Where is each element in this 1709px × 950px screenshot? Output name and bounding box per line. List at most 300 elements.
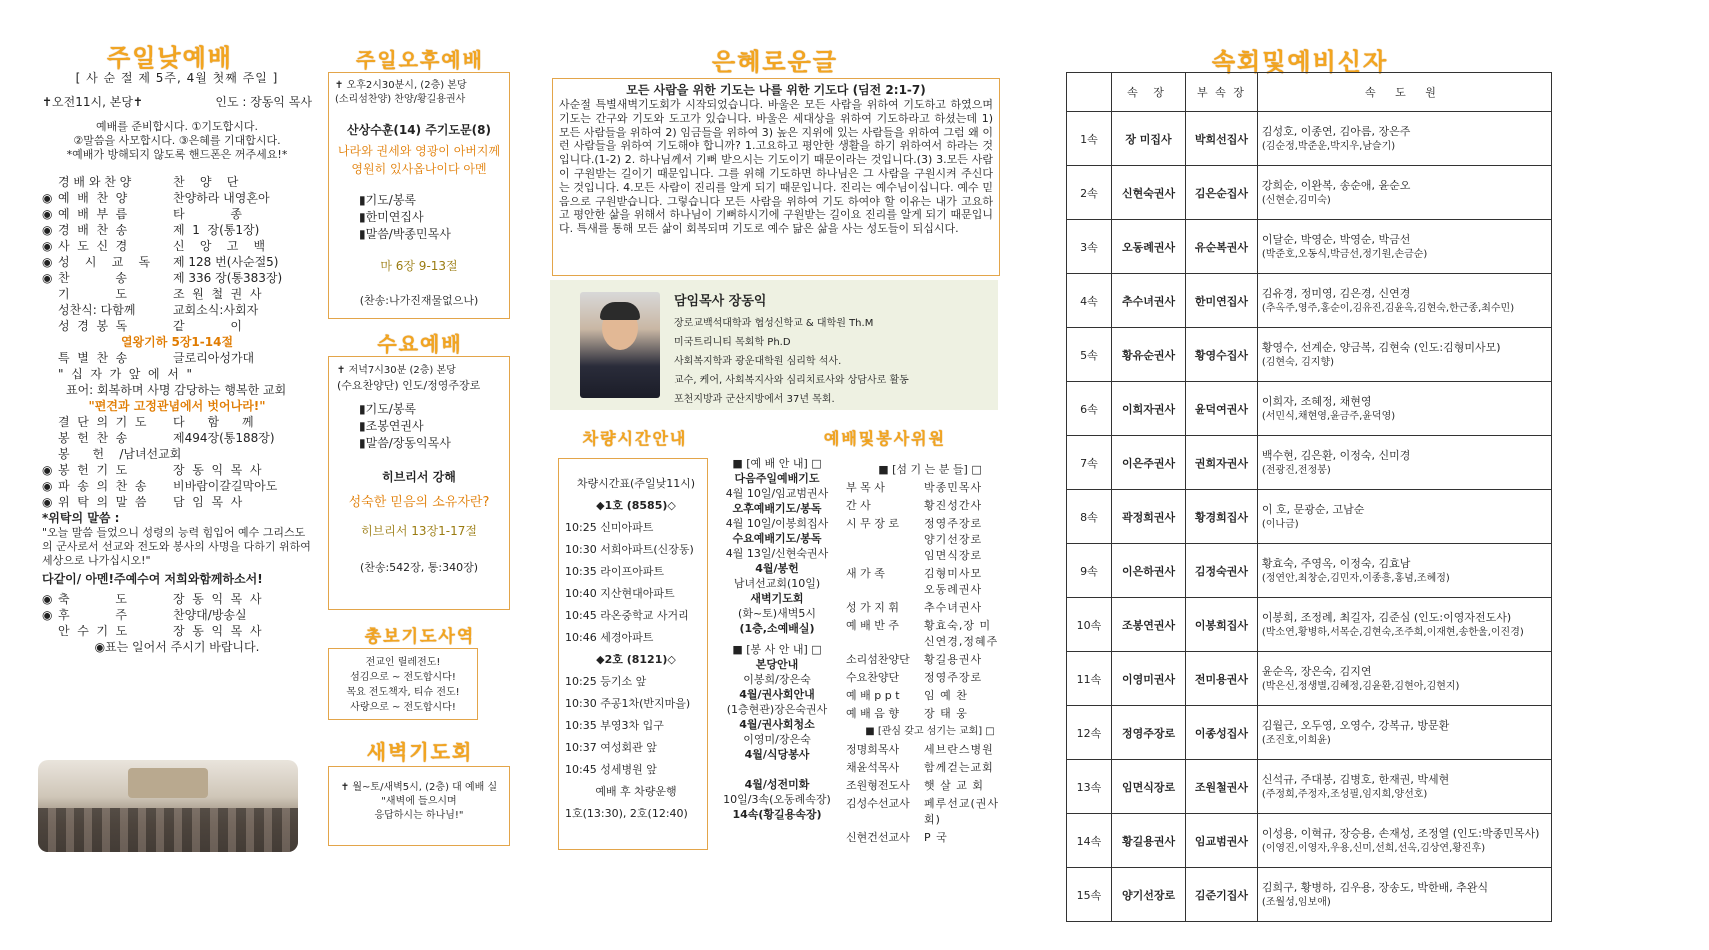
order-item: 결 단 의 기 도 — [58, 415, 147, 429]
staff-name: 추수녀권사 — [924, 601, 983, 614]
bus-stop: 10:45 라온중학교 사거리 — [565, 609, 689, 622]
order-item: 안 수 기 도 — [58, 624, 128, 638]
pastor-bio-2: 미국트리니티 목회학 Ph.D — [674, 337, 791, 348]
info-line: 이영미/장은숙 — [743, 733, 811, 746]
group-subleader: 박희선집사 — [1186, 112, 1258, 166]
group-number: 6속 — [1067, 382, 1112, 436]
group-members-sub: (주정희,주정자,조성필,임지희,양선호) — [1261, 788, 1428, 800]
stand-mark: ◉ — [42, 255, 53, 269]
wednesday-line-2: (수요찬양단) 인도/정영주장로 — [337, 379, 481, 392]
order-row — [42, 494, 312, 510]
bus-stop: 10:46 세경아파트 — [565, 631, 654, 644]
info-line: 남녀선교회(10일) — [733, 577, 821, 590]
bus-2-label: ◆2호 (8121)◇ — [596, 653, 676, 666]
group-members — [1257, 544, 1551, 598]
grace-heading: 모든 사람을 위한 기도는 나를 위한 기도다 (딤전 2:1-7) — [626, 83, 926, 97]
order-item: 파 송 의 찬 송 — [58, 479, 147, 493]
staff-row — [846, 670, 1014, 686]
info-line: 다음주일예배기도 — [734, 472, 820, 485]
group-row — [1067, 220, 1552, 274]
order-row — [42, 206, 312, 222]
group-leader: 황길용권사 — [1111, 814, 1185, 868]
order-row — [42, 190, 312, 206]
order-detail: 교회소식:사회자 — [173, 303, 259, 317]
group-members-main: 이성용, 이혁규, 장승용, 손재성, 조정열 (인도:박종민목사) — [1261, 826, 1540, 840]
order-row — [42, 222, 312, 238]
congregation-photo — [38, 760, 298, 852]
info-line: 4월 13일/신현숙권사 — [725, 547, 829, 560]
staff-row — [846, 652, 1014, 668]
info-line — [712, 762, 842, 777]
group-members — [1257, 436, 1551, 490]
worship-info-head: ■ [예 배 안 내] □ — [732, 457, 822, 470]
stand-mark: ◉ — [42, 239, 53, 253]
afternoon-item-1: ▮기도/봉록 — [359, 193, 417, 207]
staff-name: 장 태 웅 — [924, 707, 968, 720]
order-row — [42, 270, 312, 286]
staff-role: 신현건선교사 — [846, 831, 910, 844]
staff-name: 김형미사모 오동례권사 — [924, 567, 983, 596]
pastor-bio-1: 장로교백석대학과 협성신학교 & 대학원 Th.M — [674, 318, 874, 329]
info-line: 새벽기도회 — [750, 592, 804, 605]
group-members — [1257, 760, 1551, 814]
group-members — [1257, 868, 1551, 922]
grace-title: 은혜로운글 — [712, 48, 838, 76]
group-members-sub: (이영진,이영자,우용,신미,선희,선옥,김상연,황진후) — [1261, 842, 1486, 854]
sunday-notice-1: 예배를 준비합시다. ①기도합시다. — [96, 120, 258, 133]
group-members-main: 이희자, 조혜정, 채현영 — [1261, 394, 1372, 408]
staff-row — [846, 688, 1014, 704]
order-item: 사 도 신 경 — [58, 239, 128, 253]
staff-row — [846, 600, 1014, 616]
stand-mark: ◉ — [42, 463, 53, 477]
order-detail — [173, 446, 312, 462]
staff-role: 정명희목사 — [846, 743, 900, 756]
group-row — [1067, 814, 1552, 868]
sunday-notice-3: *예배가 방해되지 않도록 핸드폰은 꺼주세요!* — [66, 148, 288, 161]
group-members-sub: (신현순,김미숙) — [1261, 194, 1331, 206]
group-row — [1067, 760, 1552, 814]
bus-stop: 10:40 지산현대아파트 — [565, 587, 675, 600]
group-leader: 이희자권사 — [1111, 382, 1185, 436]
service-info-list — [712, 657, 842, 822]
group-subleader: 조원철권사 — [1186, 760, 1258, 814]
group-members-main: 김성호, 이종연, 김아름, 장은주 — [1261, 124, 1411, 138]
group-members — [1257, 328, 1551, 382]
group-number: 4속 — [1067, 274, 1112, 328]
bus-stop: 10:30 서희아파트(신장동) — [565, 543, 694, 556]
order-detail: 장 동 익 목 사 — [173, 624, 262, 638]
order-item: 특 별 찬 송 — [58, 351, 128, 365]
group-leader: 오동례권사 — [1111, 220, 1185, 274]
staff-name: 햇 살 교 회 — [924, 779, 984, 792]
group-members — [1257, 490, 1551, 544]
bus-after: 예배 후 차량운행 — [595, 785, 677, 798]
order-item: 후 주 — [58, 608, 127, 622]
wednesday-item-3: ▮말씀/장동익목사 — [359, 436, 451, 450]
group-members-main: 윤순옥, 장은숙, 김지연 — [1261, 664, 1372, 678]
group-members — [1257, 706, 1551, 760]
staff-role: 예 배 음 향 — [846, 707, 899, 720]
wednesday-hymn: (찬송:542장, 통:340장) — [359, 561, 479, 574]
afternoon-box — [328, 72, 510, 319]
group-number: 12속 — [1067, 706, 1112, 760]
grace-box — [552, 78, 1000, 276]
order-row — [42, 350, 312, 366]
order-item: 예 배 부 름 — [58, 207, 128, 221]
wednesday-scripture: 히브리서 13장1-17절 — [361, 524, 477, 538]
order-item: 성찬식: 다함께 — [58, 303, 136, 317]
group-number: 9속 — [1067, 544, 1112, 598]
order-item: 위 탁 의 말 씀 — [58, 495, 147, 509]
group-members-sub: (전광진,전정봉) — [1261, 464, 1331, 476]
group-subleader: 한미연집사 — [1186, 274, 1258, 328]
staff-name: 정영주장로 — [924, 671, 983, 684]
group-members — [1257, 274, 1551, 328]
staff-list — [846, 480, 1014, 722]
dawn-line-1: ✝ 월~토/새벽5시, (2층) 대 예배 실 — [340, 782, 498, 793]
sunday-leader: 인도 : 장동익 목사 — [215, 95, 312, 109]
pastor-bio-3: 사회복지학과 광운대학원 심리학 석사. — [674, 356, 842, 367]
staff-head: ■ [섬 기 는 분 들] □ — [878, 463, 982, 476]
mission-list — [846, 742, 1014, 846]
staff-role: 조원형전도사 — [846, 779, 910, 792]
group-subleader: 김준기집사 — [1186, 868, 1258, 922]
bus-after-2: 1호(13:30), 2호(12:40) — [565, 807, 688, 820]
group-members-sub: (서민식,채현영,윤금주,윤덕영) — [1261, 410, 1396, 422]
group-members-sub: (추옥주,영주,홍순이,김유진,김윤옥,김현숙,한근종,최수민) — [1261, 302, 1515, 314]
order-detail: 제 1 장(통1장) — [173, 223, 260, 237]
order-item: 찬 송 — [58, 271, 127, 285]
group-row — [1067, 436, 1552, 490]
bus-2-times — [565, 671, 707, 781]
worship-info-list — [712, 471, 842, 636]
sunday-time: ✝오전11시, 본당✝ — [42, 95, 143, 109]
staff-role: 부 목 사 — [846, 481, 885, 494]
groups-header-leader: 속 장 — [1111, 73, 1185, 112]
staff-row — [846, 516, 1014, 564]
order-detail: 담 임 목 사 — [173, 495, 243, 509]
group-members — [1257, 652, 1551, 706]
staff-name: 세브란스병원 — [924, 743, 994, 756]
afternoon-title: 주일오후예배 — [356, 48, 484, 72]
wednesday-item-2: ▮조봉연권사 — [359, 419, 424, 433]
evangelism-title: 총보기도사역 — [364, 627, 476, 647]
order-detail: 찬양대/방송실 — [173, 608, 247, 622]
group-leader: 이은하권사 — [1111, 544, 1185, 598]
group-members-main: 신석규, 주대봉, 김병호, 한재권, 박세현 — [1261, 772, 1450, 786]
info-line: 4월/권사회청소 — [739, 718, 815, 731]
staff-row — [846, 742, 1014, 758]
order-item: 예 배 찬 양 — [58, 191, 128, 205]
dawn-title: 새벽기도회 — [366, 740, 474, 764]
group-leader: 신현숙권사 — [1111, 166, 1185, 220]
stand-mark — [42, 302, 58, 318]
group-members-main: 이달순, 박영순, 박영순, 박금선 — [1261, 232, 1411, 246]
group-leader: 이은주권사 — [1111, 436, 1185, 490]
stand-mark — [42, 446, 58, 462]
order-detail: 글로리아성가대 — [173, 351, 255, 365]
group-number: 13속 — [1067, 760, 1112, 814]
order-row — [42, 318, 312, 334]
group-members-sub: (박준호,오동식,박금선,정기원,손금순) — [1261, 248, 1428, 260]
wednesday-item-1: ▮기도/봉록 — [359, 402, 417, 416]
wednesday-box — [328, 356, 510, 610]
order-row — [42, 623, 312, 639]
staff-name: 페루선교(권사회) — [924, 797, 1000, 826]
order-detail: 신 앙 고 백 — [173, 239, 266, 253]
staff-name: 정영주장로 양기선장로 임면식장로 — [924, 517, 983, 562]
order-detail: 장 동 익 목 사 — [173, 463, 262, 477]
group-number: 5속 — [1067, 328, 1112, 382]
group-subleader: 김정숙권사 — [1186, 544, 1258, 598]
worship-order-2 — [42, 350, 312, 382]
bus-1-label: ◆1호 (8585)◇ — [596, 499, 676, 512]
group-number: 11속 — [1067, 652, 1112, 706]
bus-stop: 10:45 성세병원 앞 — [565, 763, 657, 776]
bus-1-times — [565, 517, 707, 649]
order-detail: 찬 양 단 — [173, 175, 239, 189]
pastor-box — [550, 280, 998, 410]
order-item: " 십 자 가 앞 에 서 " — [58, 367, 192, 381]
info-line: 수요예배기도/봉독 — [732, 532, 822, 545]
group-leader: 곽정희권사 — [1111, 490, 1185, 544]
group-subleader: 이봉희집사 — [1186, 598, 1258, 652]
order-detail: 비바람이갈길막아도 — [173, 479, 278, 493]
afternoon-item-2: ▮한미연집사 — [359, 210, 424, 224]
worship-order-4 — [42, 591, 312, 639]
group-subleader: 황영수집사 — [1186, 328, 1258, 382]
group-row — [1067, 544, 1552, 598]
bus-box — [558, 458, 708, 850]
group-leader: 추수녀권사 — [1111, 274, 1185, 328]
afternoon-verse: 나라와 권세와 영광이 아버지께 영원히 있사옵나이다 아멘 — [337, 144, 501, 176]
staff-role: 소리섬찬양단 — [846, 653, 910, 666]
order-detail: 제494장(통188장) — [173, 431, 275, 445]
evangelism-line-1: 전교인 릴레전도! — [365, 657, 441, 668]
dawn-line-3: 응답하시는 하나님!" — [374, 810, 464, 821]
group-subleader: 권희자권사 — [1186, 436, 1258, 490]
staff-row — [846, 480, 1014, 496]
staff-role: 수요찬양단 — [846, 671, 900, 684]
group-leader: 황유순권사 — [1111, 328, 1185, 382]
order-detail: 제 128 번(사순절5) — [173, 255, 279, 269]
staff-name: 황진성간사 — [924, 499, 983, 512]
group-members-sub: (조월성,임보애) — [1261, 896, 1331, 908]
order-row — [42, 174, 312, 190]
order-detail: 조 원 철 권 사 — [173, 287, 262, 301]
order-detail: 같 이 — [173, 319, 242, 333]
staff-row — [846, 706, 1014, 722]
pastor-name: 담임목사 장동익 — [674, 294, 767, 309]
group-members-main: 김월근, 오두영, 오영수, 강복규, 방문환 — [1261, 718, 1450, 732]
commission-label: *위탁의 말씀 : — [42, 511, 120, 525]
group-members-main: 백수현, 김은환, 이정숙, 신미경 — [1261, 448, 1411, 462]
pastor-photo — [580, 292, 660, 398]
order-row — [42, 414, 312, 430]
sunday-title: 주일낮예배 — [107, 44, 233, 72]
info-line: 14속(황길용속장) — [732, 808, 822, 821]
group-members-sub: (이나금) — [1261, 518, 1299, 530]
bus-header: 차량시간표(주일낮11시) — [576, 477, 696, 490]
group-row — [1067, 274, 1552, 328]
staff-name: 황효숙,장 미 신연경,정혜주 — [924, 619, 999, 648]
stand-mark: ◉ — [42, 608, 53, 622]
evangelism-line-2: 섬김으로 ~ 전도합시다! — [350, 672, 456, 683]
stand-mark — [42, 366, 58, 382]
stand-mark: ◉ — [42, 207, 53, 221]
stand-mark — [42, 286, 58, 302]
staff-row — [846, 618, 1014, 650]
bus-title: 차량시간안내 — [582, 429, 688, 448]
order-row — [42, 238, 312, 254]
info-line: (1층현관)장은숙권사 — [726, 703, 828, 716]
group-members — [1257, 112, 1551, 166]
staff-column — [846, 462, 1014, 848]
group-members — [1257, 598, 1551, 652]
commission-text: "오늘 말씀 들었으니 성령의 능력 힘입어 예수 그리스도의 군사로서 선교와 전도와 봉사의 사명을 다하기 위하여 세상으로 나가십시오!" — [42, 526, 311, 567]
group-members — [1257, 382, 1551, 436]
group-leader: 정영주장로 — [1111, 706, 1185, 760]
worship-order — [42, 174, 312, 334]
group-row — [1067, 382, 1552, 436]
grace-body: 사순절 특별새벽기도회가 시작되었습니다. 바울은 모든 사람을 위하여 기도하고 하였으며 기도는 간구와 기도와 도고가 있습니다. 바울은 세대상을 위하여 기도하라고 하셨는데 1) 모든 사람들을 위하여 2) 임금들을 위하여 3) 높은 지위에 있는 사람들을 위하여 그럼 왜 이런 사람들을 위하여 기도해야 합니까? 1.고요하고 평안한 생활을 하기 위하여서 하라는 것입니다.(1-2) 2. 하나님께서 기뻐 받으시는 기도이기 때문이라는 것입니다.(3) 3.모든 사람이 구원받는 길이기 때문입니다. 그를 위해 기도하면 하나님은 그 사람을 구원시켜 주신다는 것입니다. 4.모든 사람이 진리를 알게 되기 때문입니다. 진리는 예수님이십니다. 예수 믿음으로 구원받습니다. 그렇습니다 모든 사람을 위하여 기도 하여야 할 이유는 내가 고요하고 평안한 삶을 위해서 하나님이 기뻐하시기에 구원받는 길이요 진리를 알게 되기 때문입니다. 특새를 통해 모든 삶이 회복되며 기도로 예수 닮은 삶을 사는 성도들이 되십시다. — [559, 98, 993, 236]
group-leader: 임면식장로 — [1111, 760, 1185, 814]
sunday-scripture: 열왕기하 5장1-14절 — [120, 335, 234, 349]
order-row — [42, 366, 312, 382]
afternoon-line-2: (소리섬찬양) 찬양/황길용권사 — [335, 94, 466, 105]
group-number: 14속 — [1067, 814, 1112, 868]
staff-role: 새 가 족 — [846, 567, 885, 580]
staff-row — [846, 796, 1014, 828]
group-number: 3속 — [1067, 220, 1112, 274]
order-row — [42, 478, 312, 494]
group-leader: 양기선장로 — [1111, 868, 1185, 922]
info-line: 4월/권사회안내 — [739, 688, 815, 701]
group-members-main: 김희구, 황병하, 김우용, 장송도, 박한배, 추완식 — [1261, 880, 1489, 894]
group-row — [1067, 490, 1552, 544]
info-line: (1층,소예배실) — [739, 622, 815, 635]
group-number: 7속 — [1067, 436, 1112, 490]
stand-mark — [42, 414, 58, 430]
service-info-head: ■ [봉 사 안 내] □ — [732, 643, 822, 656]
group-subleader: 김은순집사 — [1186, 166, 1258, 220]
service-info-title: 예배및봉사위원 — [823, 429, 947, 448]
info-line: (화~토)새벽5시 — [738, 607, 816, 620]
bus-stop: 10:37 여성회관 앞 — [565, 741, 657, 754]
order-row — [42, 607, 312, 623]
sunday-notice-2: ②말씀을 사모합시다. ③은혜를 기대합시다. — [73, 134, 281, 147]
stand-mark — [42, 623, 58, 639]
group-members-main: 황영수, 선계순, 양금복, 김현숙 (인도:김형미사모) — [1261, 340, 1501, 354]
group-number: 2속 — [1067, 166, 1112, 220]
group-row — [1067, 868, 1552, 922]
info-line: 본당안내 — [755, 658, 799, 671]
info-line: 4월 10일/이봉희집사 — [725, 517, 829, 530]
stand-mark — [42, 318, 58, 334]
evangelism-line-4: 사랑으로 ~ 전도합시다! — [350, 702, 456, 713]
staff-row — [846, 778, 1014, 794]
bus-stop: 10:35 부영3차 입구 — [565, 719, 664, 732]
order-detail: 제 336 장(통383장) — [173, 271, 283, 285]
staff-name: 임 예 찬 — [924, 689, 968, 702]
staff-row — [846, 830, 1014, 846]
staff-name: P 국 — [924, 831, 948, 844]
group-members-main: 김유경, 정미영, 김은경, 신연경 — [1261, 286, 1411, 300]
order-detail: 찬양하라 내영혼아 — [173, 191, 270, 205]
staff-name: 박종민목사 — [924, 481, 983, 494]
group-members-sub: (김순정,박준운,박지우,남슬기) — [1261, 140, 1396, 152]
order-row — [42, 430, 312, 446]
staff-row — [846, 498, 1014, 514]
groups-table — [1066, 72, 1552, 922]
groups-header-subleader: 부 속 장 — [1186, 73, 1258, 112]
wednesday-series: 히브리서 강해 — [382, 470, 456, 484]
sermon-motto: 표어: 회복하며 사명 감당하는 행복한 교회 — [66, 383, 287, 397]
info-line: 4월 10일/임교범권사 — [725, 487, 829, 500]
order-item: 경 배 찬 송 — [58, 223, 128, 237]
stand-mark: ◉ — [42, 495, 53, 509]
staff-role: 예 배 반 주 — [846, 619, 899, 632]
group-members — [1257, 220, 1551, 274]
group-subleader: 황경희집사 — [1186, 490, 1258, 544]
group-number: 15속 — [1067, 868, 1112, 922]
group-subleader: 전미용권사 — [1186, 652, 1258, 706]
staff-name: 함께걷는교회 — [924, 761, 994, 774]
order-row — [42, 254, 312, 270]
order-row — [42, 591, 312, 607]
staff-role: 간 사 — [846, 499, 871, 512]
group-number: 1속 — [1067, 112, 1112, 166]
group-members — [1257, 166, 1551, 220]
stand-mark: ◉ — [42, 479, 53, 493]
group-number: 10속 — [1067, 598, 1112, 652]
stand-mark — [42, 430, 58, 446]
group-row — [1067, 328, 1552, 382]
wednesday-subject: 성숙한 믿음의 소유자란? — [348, 495, 490, 510]
afternoon-scripture: 마 6장 9-13절 — [380, 259, 458, 273]
group-row — [1067, 598, 1552, 652]
dawn-line-2: "새벽에 들으시며 — [381, 796, 457, 807]
order-row — [42, 302, 312, 318]
evangelism-line-3: 목요 전도책자, 티슈 전도! — [346, 687, 460, 698]
bus-stop: 10:35 라이프아파트 — [565, 565, 664, 578]
pastor-bio-5: 포천지방과 군산지방에서 37년 목회. — [674, 394, 835, 405]
order-item: 봉 헌 기 도 — [58, 463, 128, 477]
group-members-sub: (조진호,이희윤) — [1261, 734, 1331, 746]
group-members-main: 이봉희, 조정례, 최길자, 김준심 (인도:이영자전도사) — [1261, 610, 1512, 624]
afternoon-line-1: ✝ 오후2시30분시, (2층) 본당 — [335, 80, 467, 91]
stand-mark — [42, 350, 58, 366]
group-leader: 조봉연권사 — [1111, 598, 1185, 652]
order-item: 경 배 와 찬 양 — [58, 175, 132, 189]
group-leader: 장 미집사 — [1111, 112, 1185, 166]
staff-row — [846, 760, 1014, 776]
group-members-sub: (김현숙, 김지향) — [1261, 356, 1334, 368]
worship-order-3 — [42, 414, 312, 510]
info-line: 이봉희/장은숙 — [743, 673, 811, 686]
staff-role: 예 배 p p t — [846, 689, 900, 702]
groups-title: 속회및예비신자 — [1211, 48, 1389, 76]
order-detail — [173, 366, 312, 382]
group-row — [1067, 166, 1552, 220]
order-detail: 다 함 께 — [173, 415, 254, 429]
info-line: 4월/성전미화 — [744, 778, 810, 791]
order-row — [42, 286, 312, 302]
group-members-sub: (박소연,황병하,서목순,김현숙,조주희,이재현,송한울,이진경) — [1261, 626, 1524, 638]
sermon-title: "편견과 고정관념에서 벗어나라!" — [88, 399, 266, 413]
bus-stop: 10:30 주공1차(반지마을) — [565, 697, 691, 710]
